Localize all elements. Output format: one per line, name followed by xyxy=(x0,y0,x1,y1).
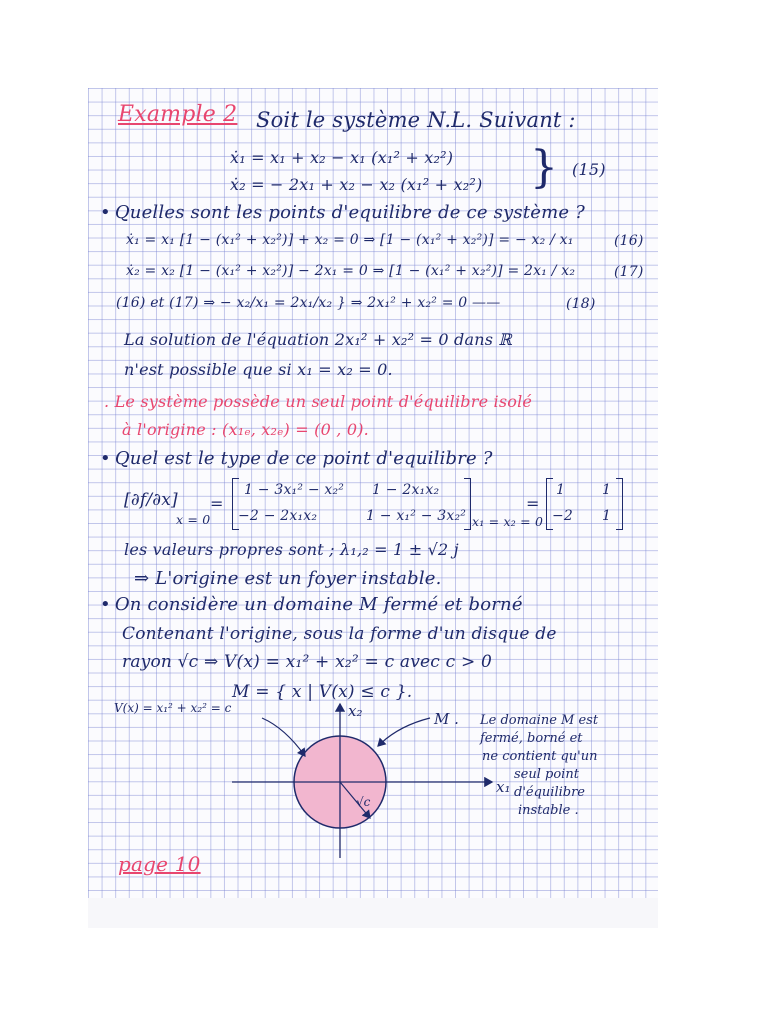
radius-label: √c xyxy=(356,795,371,809)
jacobian-lhs: [∂f/∂x] xyxy=(124,490,178,510)
figure-note xyxy=(479,713,599,818)
eq-number-16: (16) xyxy=(614,233,644,249)
q3-line2: Contenant l'origine, sous la forme d'un disque de xyxy=(122,624,557,644)
q1-line2: ẋ₂ = x₂ [1 − (x₁² + x₂²)] − 2x₁ = 0 ⇒ [1 − (x₁² + x₂²)] = 2x₁ / x₂ xyxy=(126,263,576,279)
note-line-5: d'équilibre xyxy=(514,785,585,800)
note-line-2: fermé, borné et xyxy=(480,731,583,746)
x2-label: x₂ xyxy=(348,702,363,720)
matrix-m12: 1 − 2x₁x₂ xyxy=(372,482,440,498)
q2-question-text: Quel est le type de ce point d'equilibre ? xyxy=(114,448,493,469)
equals-sign-1: = xyxy=(210,494,224,513)
example-label: Example 2 xyxy=(118,102,238,127)
q3-line1-text: On considère un domaine M fermé et borné xyxy=(114,594,523,615)
matrix-subscript: x₁ = x₂ = 0 xyxy=(472,514,544,529)
q1-conclusion-line1: . Le système possède un seul point d'équilibre isolé xyxy=(104,392,533,411)
jacobian-lhs-subscript: x = 0 xyxy=(176,512,211,527)
q3-line1: • On considère un domaine M fermé et borné xyxy=(100,594,523,615)
eq-number-18: (18) xyxy=(566,296,596,312)
v-arrow xyxy=(262,718,305,756)
m-label: M . xyxy=(434,710,459,728)
matrix-m11: 1 − 3x₁² − x₂² xyxy=(244,482,345,498)
eigenvalues-line: les valeurs propres sont ; λ₁,₂ = 1 ± √2 j xyxy=(124,540,459,559)
system-eq1: ẋ₁ = x₁ + x₂ − x₁ (x₁² + x₂²) xyxy=(230,148,454,167)
m-arrow xyxy=(378,718,430,746)
q1-solution-line2: n'est possible que si x₁ = x₂ = 0. xyxy=(124,360,393,379)
page-number: page 10 xyxy=(118,852,201,876)
num-matrix-n12: 1 xyxy=(602,482,612,498)
system-number: (15) xyxy=(572,160,606,179)
q3-line3: rayon √c ⇒ V(x) = x₁² + x₂² = c avec c > 0 xyxy=(122,652,493,672)
equals-sign-2: = xyxy=(526,494,540,513)
note-line-4: seul point xyxy=(514,767,579,782)
matrix-m22: 1 − x₁² − 3x₂² xyxy=(366,508,467,524)
q3-line4: M = { x | V(x) ≤ c }. xyxy=(232,682,413,702)
q2-conclusion: ⇒ L'origine est un foyer instable. xyxy=(134,568,442,589)
x1-label: x₁ xyxy=(496,778,511,796)
system-eq2: ẋ₂ = − 2x₁ + x₂ − x₂ (x₁² + x₂²) xyxy=(230,175,483,194)
num-matrix-n21: −2 xyxy=(552,508,574,524)
num-matrix-n22: 1 xyxy=(602,508,612,524)
system-brace: } xyxy=(530,142,558,193)
q1-line1: ẋ₁ = x₁ [1 − (x₁² + x₂²)] + x₂ = 0 ⇒ [1 − (x₁² + x₂²)] = − x₂ / x₁ xyxy=(126,232,574,248)
q1-question: • Quelles sont les points d'equilibre de ce système ? xyxy=(100,202,586,223)
q1-line3: (16) et (17) ⇒ − x₂/x₁ = 2x₁/x₂ } ⇒ 2x₁² + x₂² = 0 —— xyxy=(116,295,501,311)
note-line-6: instable . xyxy=(518,803,579,818)
q1-question-text: Quelles sont les points d'equilibre de ce système ? xyxy=(114,202,586,223)
title-text: Soit le système N.L. Suivant : xyxy=(256,108,576,132)
note-line-1: Le domaine M est xyxy=(480,713,599,728)
v-label: V(x) = x₁² + x₂² = c xyxy=(114,701,232,715)
eq-number-17: (17) xyxy=(614,264,644,280)
num-matrix-n11: 1 xyxy=(556,482,566,498)
note-line-3: ne contient qu'un xyxy=(482,749,598,764)
matrix-m21: −2 − 2x₁x₂ xyxy=(238,508,318,524)
q1-solution-line1: La solution de l'équation 2x₁² + x₂² = 0 dans ℝ xyxy=(124,330,512,349)
q2-question: • Quel est le type de ce point d'equilibre ? xyxy=(100,448,493,469)
q1-conclusion-line2: à l'origine : (x₁ₑ, x₂ₑ) = (0 , 0). xyxy=(122,420,369,439)
